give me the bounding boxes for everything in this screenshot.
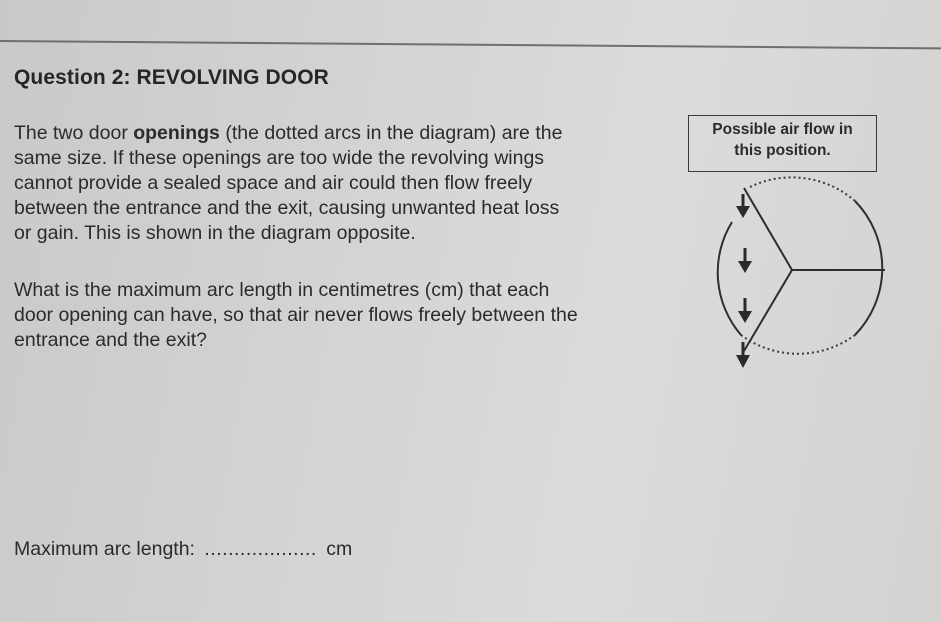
door-wall-left-arc (718, 222, 741, 335)
down-arrow-icon (736, 194, 750, 218)
question-prompt (14, 278, 578, 353)
openings-emphasis: openings (133, 122, 220, 144)
wing-lower-left (744, 270, 792, 351)
answer-unit: cm (326, 538, 353, 560)
prompt-line-2: door opening can have, so that air never flows freely between the (14, 304, 578, 326)
intro-line-2: same size. If these openings are too wide the revolving wings (14, 147, 545, 169)
question-title: Question 2: REVOLVING DOOR (14, 66, 329, 89)
callout-line-2: this position. (734, 142, 831, 159)
prompt-line-3: entrance and the exit? (14, 329, 207, 351)
wing-upper-left (744, 188, 792, 270)
intro-line-1: The two door openings (the dotted arcs in the diagram) are the (14, 122, 563, 144)
answer-label: Maximum arc length: (14, 538, 195, 560)
top-opening-dotted-arc (750, 177, 855, 201)
question-paragraph-intro (14, 121, 562, 246)
answer-blank[interactable]: ................... (204, 538, 317, 560)
airflow-callout (688, 115, 877, 172)
intro-line-4: between the entrance and the exit, causing unwanted heat loss (14, 197, 560, 219)
top-divider (0, 40, 941, 49)
revolving-door-diagram (695, 172, 895, 382)
prompt-line-1: What is the maximum arc length in centimetres (cm) that each (14, 279, 550, 301)
callout-line-1: Possible air flow in (712, 121, 853, 138)
door-wall-right-arc (855, 201, 882, 335)
intro-line-5: or gain. This is shown in the diagram opposite. (14, 222, 416, 244)
answer-row (14, 538, 352, 561)
down-arrow-icon (738, 248, 752, 273)
down-arrow-icon (738, 298, 752, 323)
bottom-opening-dotted-arc (741, 335, 855, 354)
intro-line-3: cannot provide a sealed space and air could then flow freely (14, 172, 533, 194)
